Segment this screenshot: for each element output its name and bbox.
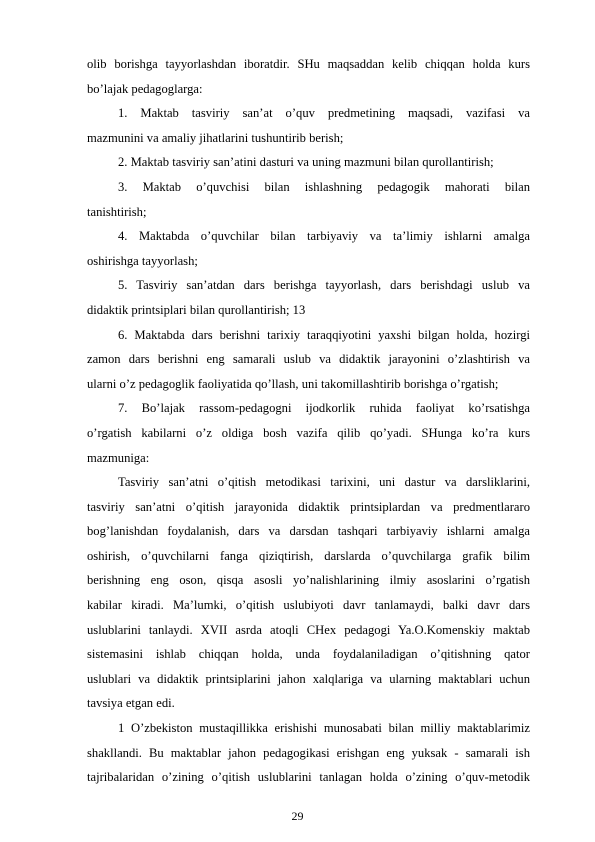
text-line: bog’lanishdan foydalanish, dars va darsdan tashqari tarbiyaviy ishlarni amalga [87,524,530,539]
document-body [87,52,530,790]
text-line: kabilar kiradi. Ma’lumki, o’qitish uslubiyoti davr tanlamaydi, balki davr dars [87,598,530,613]
text-line: tajribalaridan o’zining o’qitish uslublarini tanlagan holda o’zining o’quv-metodik [87,770,530,785]
text-line: 5. Tasviriy san’atdan dars berishga tayyorlash, dars berishdagi uslub va [118,278,530,293]
text-line: 7. Bo’lajak rassom-pedagogni ijodkorlik ruhida faoliyat ko’rsatishga [118,401,530,416]
text-line: didaktik printsiplari bilan qurollantirish; 13 [87,302,306,317]
text-line: bo’lajak pedagoglarga: [87,81,203,96]
text-line: 2. Maktab tasviriy san’atini dasturi va uning mazmuni bilan qurollantirish; [118,155,494,170]
text-line: zamon dars berishni eng samarali uslub va didaktik jarayonini o’zlashtirish va [87,352,530,367]
text-line: uslublari va didaktik printsiplarini jahon xalqlariga va ularning maktablari uchun [87,671,530,686]
text-line: o’rgatish kabilarni o’z oldiga bosh vazifa qilib qo’yadi. SHunga ko’ra kurs [87,425,530,440]
text-line: sistemasini ishlab chiqqan holda, unda foydalaniladigan o’qitishning qator [87,647,530,662]
text-line: mazmunini va amaliy jihatlarini tushuntirib berish; [87,130,344,145]
text-line: tanishtirish; [87,204,147,219]
text-line: 1. Maktab tasviriy san’at o’quv predmetining maqsadi, vazifasi va [118,106,530,121]
text-line: Tasviriy san’atni o’qitish metodikasi tarixini, uni dastur va darsliklarini, [118,475,530,490]
text-line: berishning eng oson, qisqa asosli yo’nalishlarining ilmiy asoslarini o’rgatish [87,573,530,588]
text-line: 4. Maktabda o’quvchilar bilan tarbiyaviy va ta’limiy ishlarni amalga [118,229,530,244]
text-line: 3. Maktab o’quvchisi bilan ishlashning pedagogik mahorati bilan [118,179,530,194]
text-line: ularni o’z pedagoglik faoliyatida qo’llash, uni takomillashtirib borishga o’rgatish; [87,376,499,391]
text-line: tavsiya etgan edi. [87,696,175,711]
text-line: oshirishga tayyorlash; [87,253,198,268]
text-line: uslublarini tanlaydi. XVII asrda atoqli CHex pedagogi Ya.O.Komenskiy maktab [87,622,530,637]
text-line: olib borishga tayyorlashdan iboratdir. SHu maqsaddan kelib chiqqan holda kurs [87,57,530,71]
page-number: 29 [291,809,304,823]
text-line: 1 O’zbekiston mustaqillikka erishishi munosabati bilan milliy maktablarimiz [118,721,530,736]
text-line: oshirish, o’quvchilarni fanga qiziqtirish, darslarda o’quvchilarga grafik bilim [87,548,530,563]
text-line: tasviriy san’atni o’qitish jarayonida didaktik printsiplardan va predmentlararo [87,499,530,514]
text-line: 6. Maktabda dars berishni tarixiy taraqqiyotini yaxshi bilgan holda, hozirgi [118,327,530,342]
text-line: mazmuniga: [87,450,150,465]
text-line: shakllandi. Bu maktablar jahon pedagogikasi erishgan eng yuksak - samarali ish [87,745,530,760]
